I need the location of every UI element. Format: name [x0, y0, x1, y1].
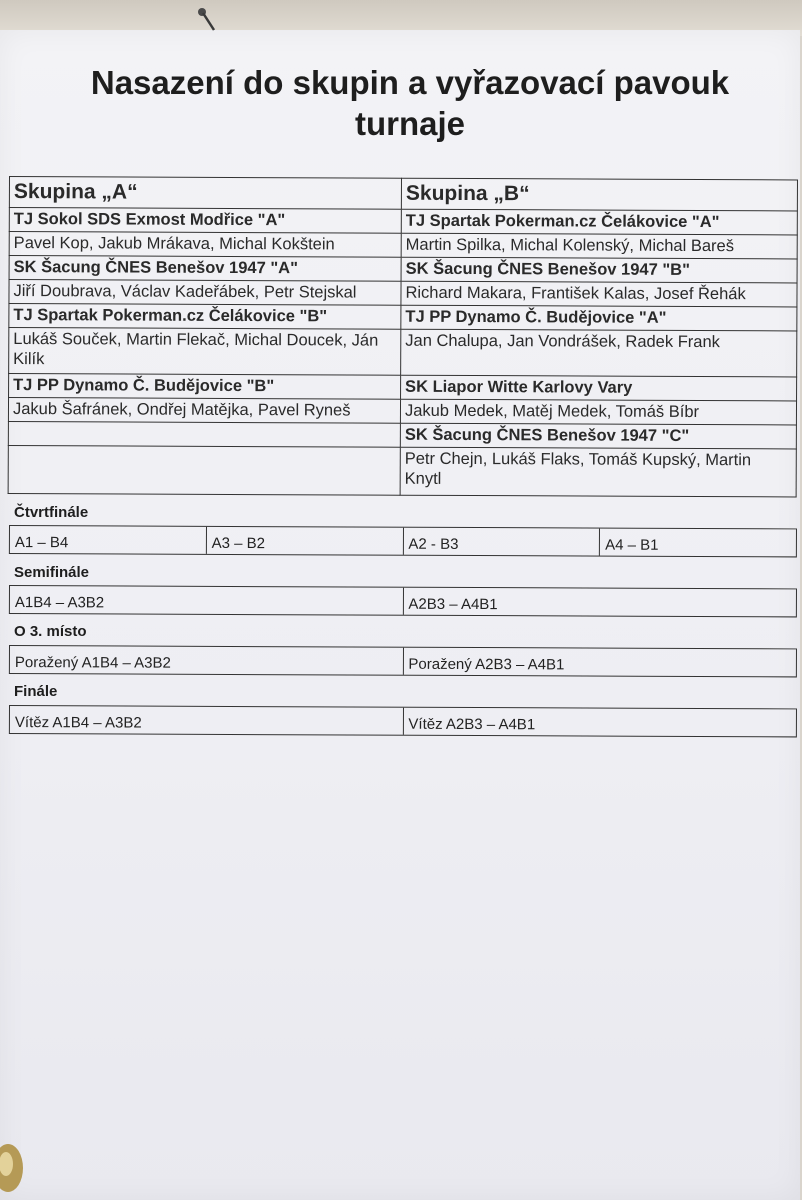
group-b-header: Skupina „B“: [401, 178, 797, 211]
group-a-team-empty: [8, 421, 400, 447]
match-cell: Vítěz A2B3 – A4B1: [408, 715, 536, 734]
final-row: [9, 705, 797, 737]
page-title: Nasazení do skupin a vyřazovací pavouk turnaje: [90, 64, 730, 142]
third-place-row: [9, 645, 797, 677]
final-label: Finále: [14, 683, 58, 700]
match-cell: A2 - B3: [403, 528, 600, 556]
group-b-players: Jakub Medek, Matěj Medek, Tomáš Bíbr: [400, 399, 796, 425]
match-cell: Vítěz A1B4 – A3B2: [10, 706, 404, 735]
group-a-players: Jakub Šafránek, Ondřej Matějka, Pavel Ryneš: [8, 398, 400, 424]
match-cell: A4 – B1: [605, 536, 659, 554]
group-a-team: SK Šacung ČNES Benešov 1947 "A": [9, 256, 401, 282]
group-a-team: TJ PP Dynamo Č. Budějovice "B": [9, 374, 401, 400]
group-a-team: TJ Spartak Pokerman.cz Čelákovice "B": [9, 304, 401, 330]
group-a-players: Pavel Kop, Jakub Mrákava, Michal Kokštein: [9, 232, 401, 258]
group-a-team: TJ Sokol SDS Exmost Modřice "A": [9, 208, 401, 234]
group-a-players: Lukáš Souček, Martin Flekač, Michal Doucek, Ján Kilík: [9, 328, 401, 376]
pushpin-icon: [196, 6, 218, 32]
semifinal-label: Semifinále: [14, 564, 90, 581]
match-cell: A3 – B2: [207, 527, 404, 555]
match-cell: A2B3 – A4B1: [408, 595, 498, 614]
group-b-team: TJ PP Dynamo Č. Budějovice "A": [401, 305, 797, 331]
semifinal-row: [9, 585, 797, 617]
group-a-header: Skupina „A“: [9, 177, 401, 210]
group-b-team: SK Šacung ČNES Benešov 1947 "B": [401, 257, 797, 283]
group-a-players-empty: [8, 445, 400, 495]
pushpin-icon: [0, 1140, 28, 1196]
group-b-players: Richard Makara, František Kalas, Josef Řehák: [401, 281, 797, 307]
match-cell: A1B4 – A3B2: [10, 586, 404, 615]
group-b-team: SK Šacung ČNES Benešov 1947 "C": [400, 423, 796, 449]
match-cell: Poražený A1B4 – A3B2: [10, 646, 404, 675]
group-a-players: Jiří Doubrava, Václav Kadeřábek, Petr Stejskal: [9, 280, 401, 306]
group-b-players: Jan Chalupa, Jan Vondrášek, Radek Frank: [401, 329, 797, 377]
group-b-players: Martin Spilka, Michal Kolenský, Michal Bareš: [401, 233, 797, 259]
group-b-players: Petr Chejn, Lukáš Flaks, Tomáš Kupský, Martin Knytl: [400, 447, 796, 497]
group-b-team: TJ Spartak Pokerman.cz Čelákovice "A": [401, 209, 797, 235]
third-place-label: O 3. místo: [14, 623, 87, 640]
group-b-team: SK Liapor Witte Karlovy Vary: [401, 375, 797, 401]
quarterfinal-row: [9, 525, 797, 557]
match-cell: A1 – B4: [10, 526, 207, 554]
groups-table: [8, 176, 798, 497]
quarterfinal-label: Čtvrtfinále: [14, 504, 89, 521]
match-cell: Poražený A2B3 – A4B1: [408, 655, 565, 674]
